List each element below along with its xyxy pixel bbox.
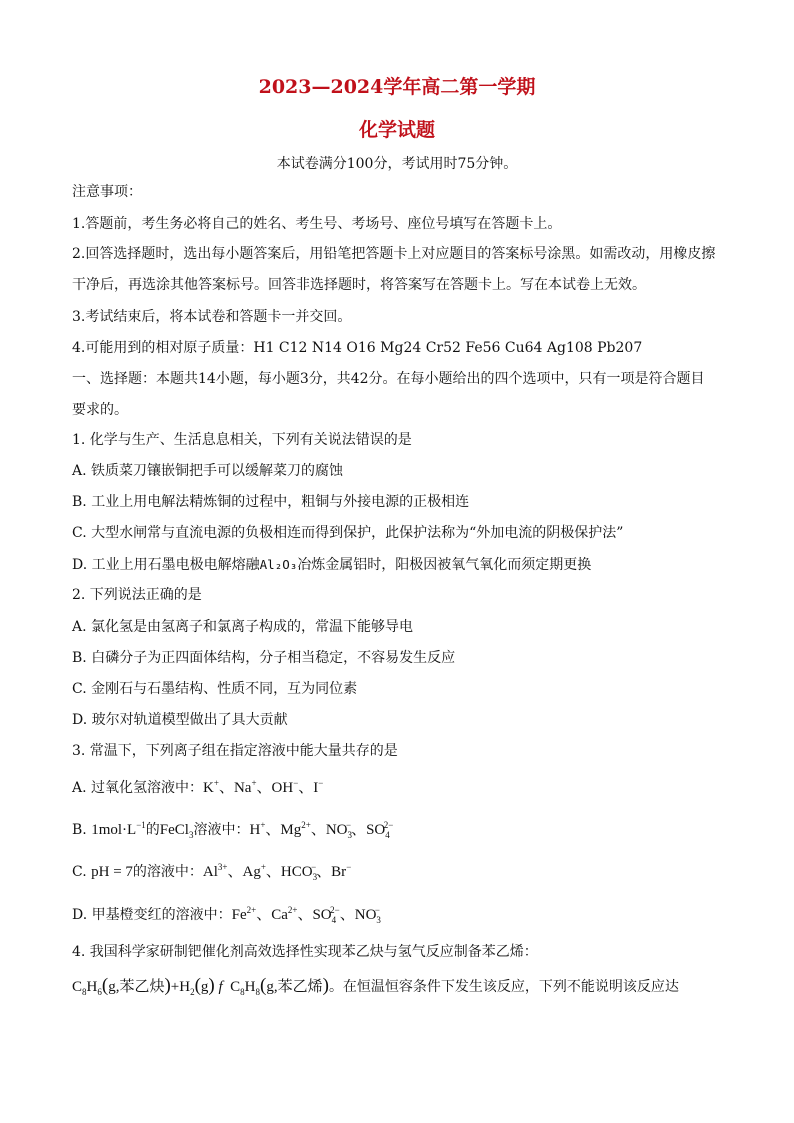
q3-option-d xyxy=(72,905,732,925)
q2-option-d: D. 玻尔对轨道模型做出了具大贡献 xyxy=(72,712,288,728)
exam-info: 本试卷满分100分，考试用时75分钟。 xyxy=(276,156,518,172)
q3-stem: 3. 常温下，下列离子组在指定溶液中能大量共存的是 xyxy=(72,743,398,759)
q4-equation: $C_8H_6(g$,苯乙炔)$+H_2(g)$ f $C_8H_8(g$,苯乙烯) xyxy=(72,975,329,997)
q2-option-b: B. 白磷分子为正四面体结构，分子相当稳定，不容易发生反应 xyxy=(72,650,456,666)
q3-option-b-ions: H+、$Mg^{2+}$、$NO_3^-$、$SO_4^{2-}$ xyxy=(249,820,394,840)
q3-option-b-solute: FeCl$_3$ xyxy=(159,822,194,840)
q4-equation-tail: 。在恒温恒容条件下发生该反应，下列不能说明该反应达 xyxy=(328,979,679,995)
note-4: 4.可能用到的相对原子质量：H1 C12 N14 O16 Mg24 Cr52 Fe56 Cu64 Ag108 Pb207 xyxy=(72,340,643,356)
q4-reactant-name: 苯乙炔 xyxy=(119,979,165,995)
q3-option-c-ph: pH = 7 xyxy=(91,864,133,880)
q2-option-a: A. 氯化氢是由氢离子和氯离子构成的，常温下能够导电 xyxy=(72,619,414,635)
q1-option-d-formula: Al₂O₃ xyxy=(259,557,298,572)
q2-stem: 2. 下列说法正确的是 xyxy=(72,587,202,603)
q3-option-c-pre: C. xyxy=(72,864,92,880)
q3-option-a xyxy=(72,778,732,798)
q1-stem: 1. 化学与生产、生活息息相关，下列有关说法错误的是 xyxy=(72,432,412,448)
note-2-line-2: 干净后，再选涂其他答案标号。回答非选择题时，将答案写在答题卡上。写在本试卷上无效。 xyxy=(72,277,646,293)
subject-title: 化学试题 xyxy=(358,119,435,141)
note-1: 1.答题前，考生务必将自己的姓名、考生号、考场号、座位号填写在答题卡上。 xyxy=(72,216,562,232)
q3-option-b-post: 溶液中： xyxy=(193,822,250,838)
q1-option-d-pre: D. 工业上用石墨电极电解熔融 xyxy=(72,557,260,573)
q3-option-d-ions: $Fe^{2+}$、$Ca^{2+}$、$SO_4^{2-}$、$NO_3^-$ xyxy=(231,905,381,925)
q3-option-a-pre: A. 过氧化氢溶液中： xyxy=(72,780,204,796)
q3-option-b-pre: B. xyxy=(72,822,92,838)
q3-option-c-ions: $Al^{3+}$、Ag+、$HCO_3^-$、Br− xyxy=(202,862,352,882)
note-3: 3.考试结束后，将本试卷和答题卡一并交回。 xyxy=(72,309,352,325)
q1-option-c: C. 大型水闸常与直流电源的负极相连而得到保护，此保护法称为“外加电流的阴极保护法” xyxy=(72,525,624,541)
q3-option-b xyxy=(72,820,732,840)
q4-equation-line xyxy=(72,976,742,997)
q3-option-c-post: 的溶液中： xyxy=(132,864,203,880)
q1-option-d-post: 冶炼金属铝时，阳极因被氧气氧化而须定期更换 xyxy=(297,557,592,573)
q3-option-c xyxy=(72,862,732,882)
notes-heading: 注意事项： xyxy=(72,184,142,200)
q3-option-b-conc: $1mol\cdot L^{-1}$ xyxy=(91,820,146,838)
q4-stem: 4. 我国科学家研制钯催化剂高效选择性实现苯乙炔与氢气反应制备苯乙烯： xyxy=(72,944,538,960)
q3-option-b-mid: 的 xyxy=(145,822,160,838)
q1-option-d xyxy=(72,555,732,575)
note-2-line-1: 2.回答选择题时，选出每小题答案后，用铅笔把答题卡上对应题目的答案标号涂黑。如需改动，用橡皮擦 xyxy=(72,246,716,262)
q3-option-d-pre: D. 甲基橙变红的溶液中： xyxy=(72,907,232,923)
q4-product-name: 苯乙烯 xyxy=(277,979,323,995)
q2-option-c: C. 金刚石与石墨结构、性质不同，互为同位素 xyxy=(72,681,358,697)
q3-option-a-ions: K+、Na+、OH−、I− xyxy=(203,778,324,796)
exam-title: 2023—2024学年高二第一学期 xyxy=(258,76,536,98)
q1-option-a: A. 铁质菜刀镶嵌铜把手可以缓解菜刀的腐蚀 xyxy=(72,463,344,479)
section-heading-line-1: 一、选择题：本题共14小题，每小题3分，共42分。在每小题给出的四个选项中，只有一项是符合题目 xyxy=(72,371,705,387)
q1-option-b: B. 工业上用电解法精炼铜的过程中，粗铜与外接电源的正极相连 xyxy=(72,494,470,510)
section-heading-line-2: 要求的。 xyxy=(72,402,128,418)
